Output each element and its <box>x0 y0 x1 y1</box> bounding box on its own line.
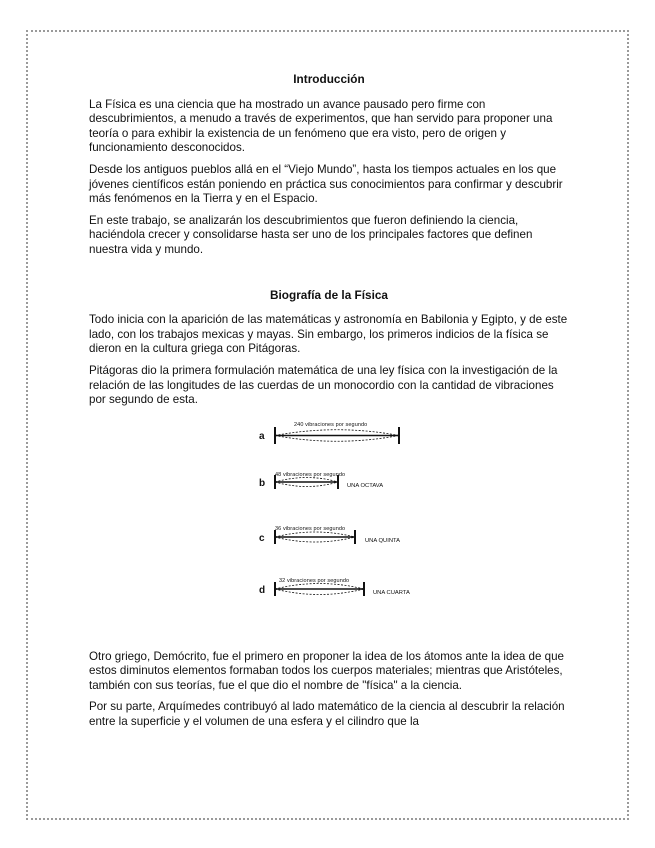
biografia-paragraph: Todo inicia con la aparición de las matemáticas y astronomía en Babilonia y Egipto, y de este lado, con los trabajos mexicas y mayas. Sin embargo, los primeros indicios de la física se dieron en la cultura griega con Pitágoras. <box>89 313 568 356</box>
string-diagram <box>89 418 569 458</box>
row-letter: c <box>259 532 265 544</box>
interval-label: UNA CUARTA <box>373 589 410 596</box>
monochord-figure <box>89 418 569 634</box>
vibration-caption: 32 vibraciones por segundo <box>279 577 350 584</box>
row-letter: d <box>259 584 266 596</box>
vibration-caption: 36 vibraciones por segundo <box>275 525 346 532</box>
document-body <box>89 72 569 737</box>
intro-paragraph: Desde los antiguos pueblos allá en el “Viejo Mundo”, hasta los tiempos actuales en los que jóvenes científicos están poniendo en práctica sus conocimientos para confirmar y descubrir más fenómenos en la Tierra y en el Espacio. <box>89 162 563 206</box>
intro-paragraph: La Física es una ciencia que ha mostrado un avance pausado pero firme con descubrimientos, a menudo a través de experimentos, que han servido para proponer una teoría o para exhibir la existencia de un fenómeno que era visto, pero de origen y funcionamiento desconocidos. <box>89 97 553 155</box>
interval-label: UNA QUINTA <box>365 537 400 544</box>
biografia-paragraph: Otro griego, Demócrito, fue el primero en proponer la idea de los átomos ante la idea de que estos diminutos elementos formaban todos los cuerpos materiales; mientras que Aristóteles, también con sus teorías, fue el que dio el nombre de "física" a la ciencia. <box>89 649 564 692</box>
monochord-row-b <box>89 470 569 510</box>
string-diagram <box>89 470 569 510</box>
biografia-heading: Biografía de la Física <box>269 287 388 302</box>
row-letter: a <box>259 430 265 442</box>
vibration-caption: 48 vibraciones por segundo <box>275 471 346 478</box>
monochord-row-a <box>89 418 569 458</box>
string-diagram <box>89 576 569 616</box>
intro-heading: Introducción <box>293 72 365 86</box>
row-letter: b <box>259 477 266 489</box>
interval-label: UNA OCTAVA <box>347 482 384 489</box>
biografia-paragraph: Por su parte, Arquímedes contribuyó al lado matemático de la ciencia al descubrir la relación entre la superficie y el volumen de una esfera y el cilindro que la <box>89 700 565 729</box>
biografia-paragraph: Pitágoras dio la primera formulación matemática de una ley física con la investigación de la relación de las longitudes de las cuerdas de un monocordio con la cantidad de vibraciones por segundo de esta. <box>89 363 558 407</box>
monochord-row-c <box>89 524 569 564</box>
vibration-caption: 240 vibraciones por segundo <box>294 421 368 428</box>
intro-paragraph: En este trabajo, se analizarán los descubrimientos que fueron definiendo la ciencia, haciéndola crecer y consolidarse hasta ser uno de los principales factores que definen nuestra vida y mundo. <box>89 213 533 256</box>
string-diagram <box>89 524 569 564</box>
monochord-row-d <box>89 576 569 616</box>
